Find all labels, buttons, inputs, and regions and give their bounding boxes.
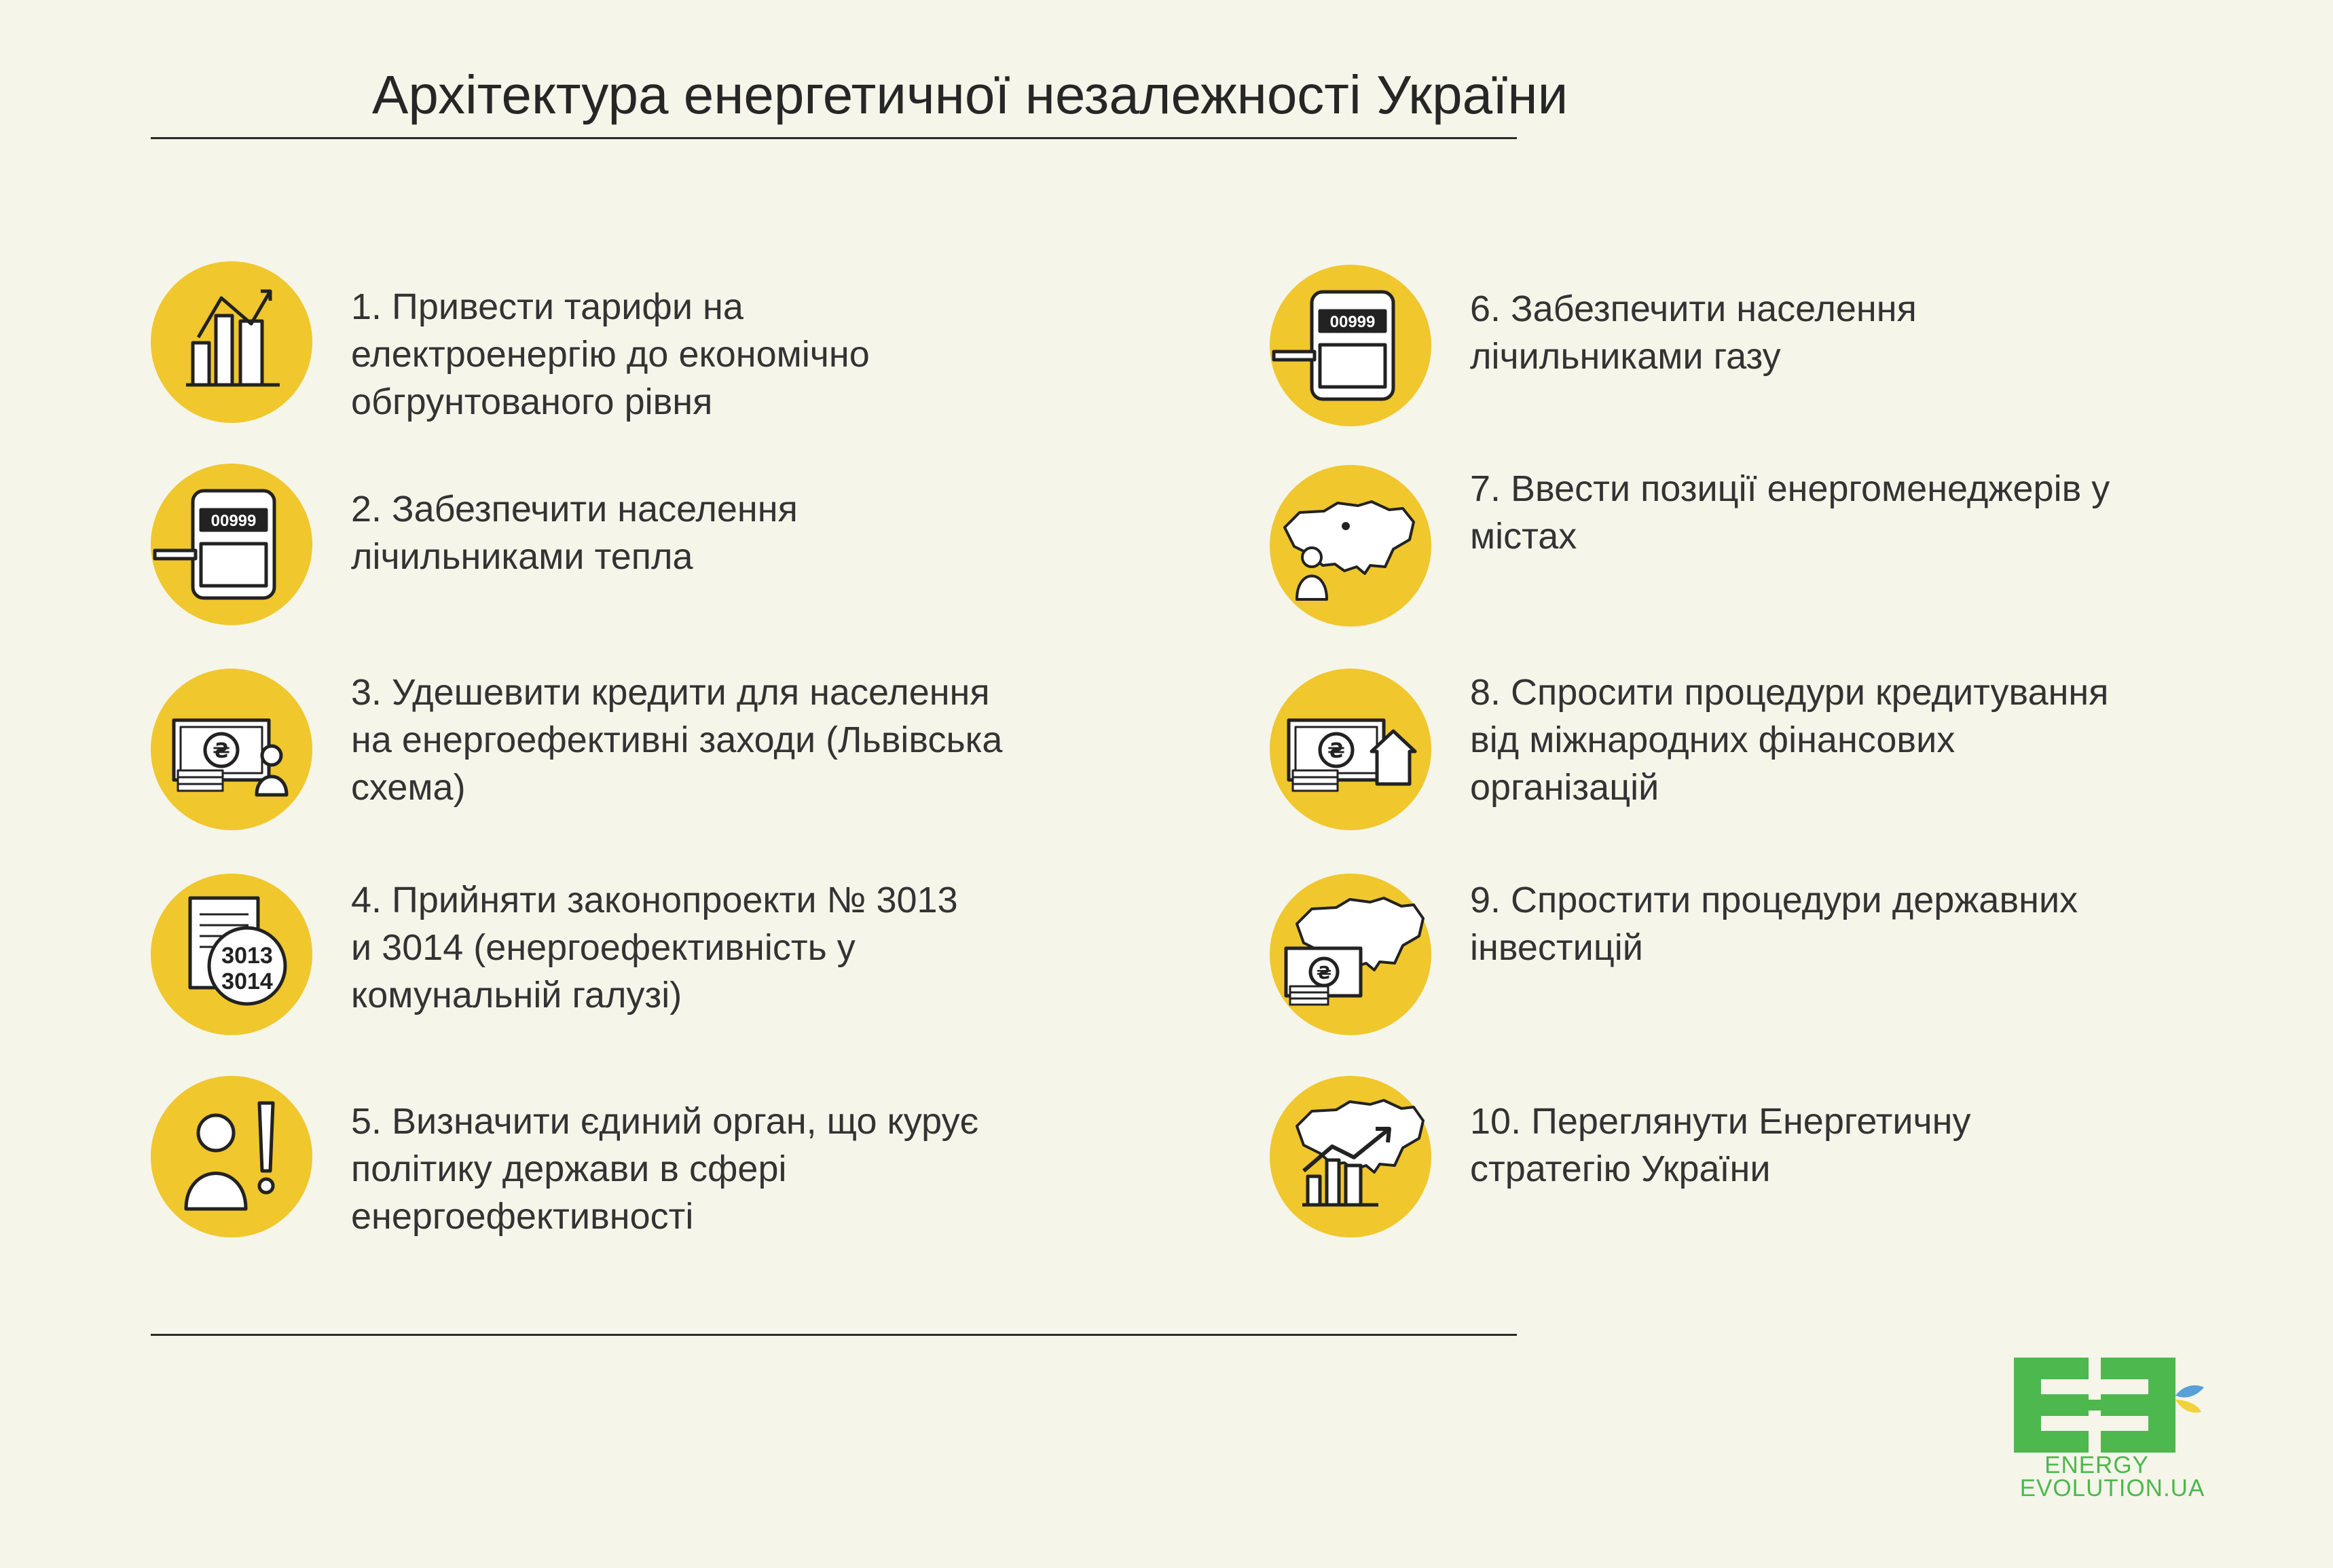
bar-chart-growth-icon: [151, 261, 312, 423]
list-item-10: [1270, 1076, 2288, 1239]
doc-number-1: 3013: [221, 943, 273, 969]
item-4-line-3: комунальній галузі): [351, 975, 682, 1015]
item-1-line-1: 1. Привести тарифи на: [351, 286, 743, 327]
item-4-line-2: и 3014 (енергоефективність у: [351, 927, 856, 968]
item-7-line-2: містах: [1470, 516, 1577, 557]
gas-meter-reading: 00999: [1329, 313, 1376, 331]
logo-mark: [2014, 1358, 2211, 1453]
item-5-line-2: політику держави в сфері: [351, 1149, 787, 1189]
item-10-line-1: 10. Переглянути Енергетичну: [1470, 1101, 1971, 1142]
list-item-8: [1270, 669, 2288, 832]
ukraine-map-person-icon: [1270, 465, 1431, 627]
item-5-line-1: 5. Визначити єдиний орган, що курує: [351, 1101, 979, 1142]
gas-meter-icon: [1270, 265, 1431, 426]
ukraine-map-chart-icon: [1270, 1076, 1431, 1237]
item-8-line-2: від міжнародних фінансових: [1470, 720, 1955, 760]
list-item-9: [1270, 874, 2288, 1037]
item-7-line-1: 7. Ввести позиції енергоменеджерів у: [1470, 468, 2110, 509]
svg-text:₴: ₴: [1327, 739, 1345, 763]
item-6-line-1: 6. Забезпечити населення: [1470, 288, 1917, 329]
item-3-line-3: схема): [351, 767, 466, 808]
item-10-line-2: стратегію України: [1470, 1149, 1771, 1189]
money-house-icon: [1270, 669, 1431, 830]
list-item-3: [151, 669, 1169, 832]
money-person-icon: [151, 669, 312, 830]
list-item-4: [151, 874, 1169, 1037]
item-9-line-2: інвестицій: [1470, 927, 1643, 968]
list-item-2: [151, 464, 1169, 627]
energy-evolution-logo: [2014, 1358, 2211, 1500]
item-2-line-1: 2. Забезпечити населення: [351, 489, 798, 529]
top-divider: [151, 137, 1517, 139]
item-8-line-1: 8. Спросити процедури кредитування: [1470, 672, 2109, 713]
item-8-line-3: організацій: [1470, 767, 1659, 808]
ukraine-map-money-icon: [1270, 874, 1431, 1035]
item-9-line-1: 9. Спростити процедури державних: [1470, 880, 2078, 920]
page-title: Архітектура енергетичної незалежності України: [372, 64, 1568, 125]
list-item-7: [1270, 465, 2288, 628]
heat-meter-icon: [151, 464, 312, 625]
law-document-icon: [151, 874, 312, 1035]
item-1-line-2: електроенергію до економічно: [351, 334, 870, 375]
doc-number-2: 3014: [221, 969, 273, 994]
heat-meter-reading: 00999: [210, 512, 257, 530]
item-2-line-2: лічильниками тепла: [351, 536, 693, 577]
list-item-6: [1270, 265, 2288, 428]
logo-text-energy: ENERGY: [2044, 1452, 2149, 1478]
list-item-1: [151, 261, 1169, 424]
svg-text:₴: ₴: [213, 739, 230, 763]
person-exclamation-icon: [151, 1076, 312, 1237]
item-1-line-3: обгрунтованого рівня: [351, 381, 713, 422]
item-5-line-3: енергоефективності: [351, 1196, 694, 1237]
svg-text:₴: ₴: [1316, 963, 1332, 984]
item-3-line-2: на енергоефективні заходи (Львівська: [351, 720, 1003, 760]
list-item-5: [151, 1076, 1169, 1239]
item-4-line-1: 4. Прийняти законопроекти № 3013: [351, 880, 958, 920]
logo-text-evolution: EVOLUTION.UA: [2019, 1475, 2205, 1501]
bottom-divider: [151, 1334, 1517, 1336]
item-6-line-2: лічильниками газу: [1470, 336, 1781, 377]
item-3-line-1: 3. Удешевити кредити для населення: [351, 672, 990, 713]
